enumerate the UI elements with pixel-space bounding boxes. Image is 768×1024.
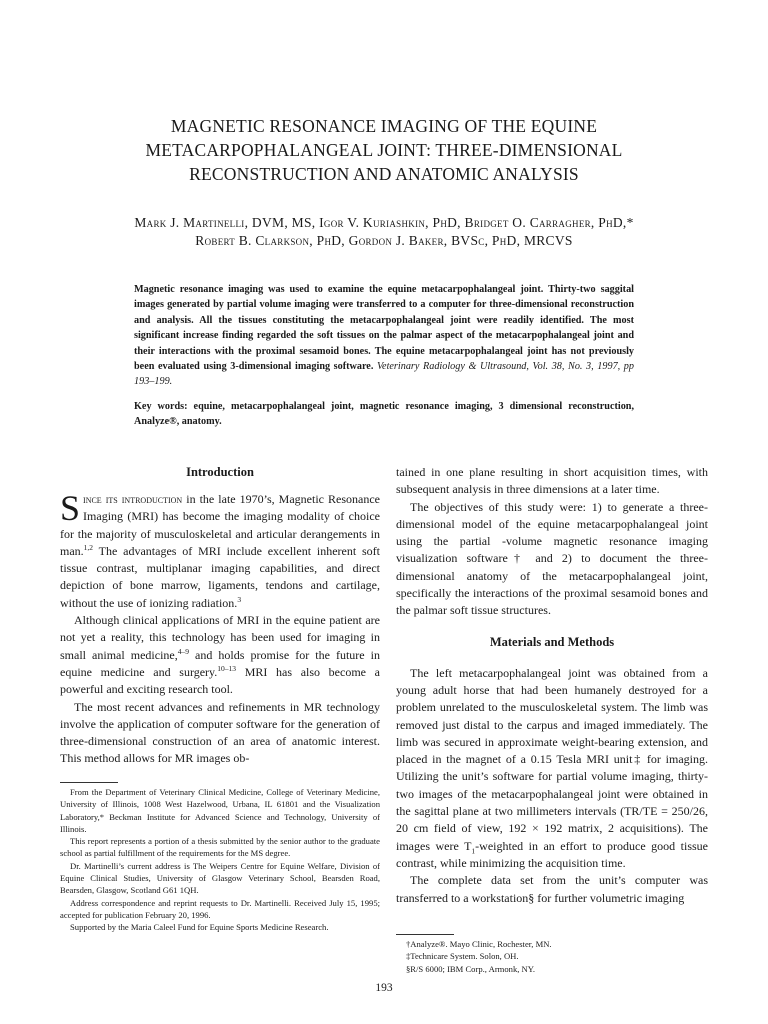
abstract-text: Magnetic resonance imaging was used to examine the equine metacarpophalangeal joint. Thirty-two saggital images generated by partial volume imaging were transferred to a computer for three-dimensional reconstruction and analysis. All the tissues constituting the metacarpophalangeal joint were readily identified. The most significant increase finding regarded the soft tissues on the palmar aspect of the metacarpophalangeal joint and their interactions with the proximal sesamoid bones. The equine metacarpophalangeal joint has not previously been evaluated using 3-dimensional imaging software. (134, 284, 634, 373)
footnote: †Analyze®. Mayo Clinic, Rochester, MN. (406, 939, 552, 949)
footnote: ‡Technicare System. Solon, OH. (406, 951, 519, 962)
authors-line-2: Robert B. Clarkson, PhD, Gordon J. Baker, BVSc, PhD, MRCVS (195, 233, 573, 248)
title-line-2: METACARPOPHALANGEAL JOINT: THREE-DIMENSIONAL (145, 140, 623, 160)
title-line-1: MAGNETIC RESONANCE IMAGING OF THE EQUINE (170, 116, 598, 136)
footnotes-right (396, 938, 708, 975)
right-column (396, 464, 708, 907)
abstract-citation: Veterinary Radiology & Ultrasound, Vol. 38, No. 3, 1997, pp 193–199. (134, 361, 634, 388)
intro-smallcaps: ince its introduction (83, 492, 183, 506)
title-line-3: RECONSTRUCTION AND ANATOMIC ANALYSIS (189, 164, 579, 184)
article-title (0, 114, 768, 186)
author-list (60, 214, 708, 250)
footnote-divider-left (60, 782, 118, 783)
methods-heading: Materials and Methods (489, 634, 615, 649)
methods-paragraph-1: The left metacarpophalangeal joint was obtained from a young adult horse that had been humanely destroyed for a problem unrelated to the musculoskeletal system. The limb was removed just distal to the carpus and imaged immediately. The limb was secured in approximate weight-bearing extension, and placed in the magnet of a 0.15 Tesla MRI unit‡ for imaging. Utilizing the unit’s software for partial volume imaging, thirty-two images of the metacarpophalangeal joint were obtained in the sagittal plane at two millimeters intervals (TR/TE = 250/26, 20 cm field of view, 192 × 192 matrix, 2 acquisitions). The images were $T_1$-weighted in an effort to produce good tissue contrast, while minimizing the acquisition time. (396, 665, 708, 870)
abstract (134, 282, 634, 390)
methods-paragraph-2: The complete data set from the unit’s computer was transferred to a workstation§ for further volumetric imaging (396, 873, 708, 905)
footnote: Dr. Martinelli’s current address is The Weipers Centre for Equine Welfare, Division of Equine Clinical Studies, University of Glasgow Veterinary School, Bearsden Road, Bearsden, Glasgow, Scotland G61 1QH. (60, 860, 380, 896)
footnote: This report represents a portion of a thesis submitted by the senior author to the graduate school as partial fulfillment of the requirements for the MS degree. (60, 836, 380, 859)
drop-cap: S (60, 488, 81, 528)
intro-paragraph-1: Since its introduction in the late 1970’s, Magnetic Resonance Imaging (MRI) has become the imaging modality of choice for the majority of musculoskeletal and articular derangements in man.$^{1,2}$ The advantages of MRI include excellent inherent soft tissue contrast, multiplanar imaging capabilities, and direct depiction of bone marrow, ligaments, tendons and cartilage, without the use of ionizing radiation.$^3$ (60, 488, 380, 610)
intro-paragraph-2: Although clinical applications of MRI in the equine patient are not yet a reality, this technology has been used for imaging in small animal medicine,$^{4-9}$ and holds promise for the future in equine medicine and surgery.$^{10-13}$ MRI has also become a powerful and exciting research tool. (60, 613, 380, 697)
introduction-heading: Introduction (186, 465, 254, 479)
footnote: From the Department of Veterinary Clinical Medicine, College of Veterinary Medicine, University of Illinois, 1008 West Hazelwood, Urbana, IL 61801 and the Visualization Laboratory,* Beckman Institute for Advanced Science and Technology, University of Illinois. (60, 787, 380, 834)
continued-paragraph: tained in one plane resulting in short acquisition times, with subsequent analysis in three dimensions at a later time. (396, 465, 708, 497)
authors-line-1: Mark J. Martinelli, DVM, MS, Igor V. Kuriashkin, PhD, Bridget O. Carragher, PhD,* (134, 215, 634, 230)
left-column (60, 464, 380, 768)
footnote-divider-right (396, 934, 454, 935)
footnote: §R/S 6000; IBM Corp., Armonk, NY. (406, 963, 536, 974)
intro-paragraph-3: The most recent advances and refinements in MR technology involve the application of computer software for the generation of three-dimensional construction of an area of anatomic interest. This method allows for MR images ob- (60, 699, 380, 766)
footnote: Supported by the Maria Caleel Fund for Equine Sports Medicine Research. (70, 922, 329, 933)
footnotes-left (60, 786, 380, 934)
keywords: Key words: equine, metacarpophalangeal joint, magnetic resonance imaging, 3 dimensional reconstruction, Analyze®, anatomy. (134, 401, 634, 428)
footnote: Address correspondence and reprint requests to Dr. Martinelli. Received July 15, 1995; accepted for publication February 20, 1996. (60, 897, 380, 920)
page-number: 193 (375, 982, 393, 994)
objectives-paragraph: The objectives of this study were: 1) to generate a three-dimensional model of the equine metacarpophalangeal joint using the partial -volume magnetic resonance imaging visualization software† and 2) to document the three-dimensional anatomy of the metacarpophalangeal joint, specifically the interactions of the proximal sesamoid bones and the palmar soft tissue structures. (396, 499, 708, 618)
